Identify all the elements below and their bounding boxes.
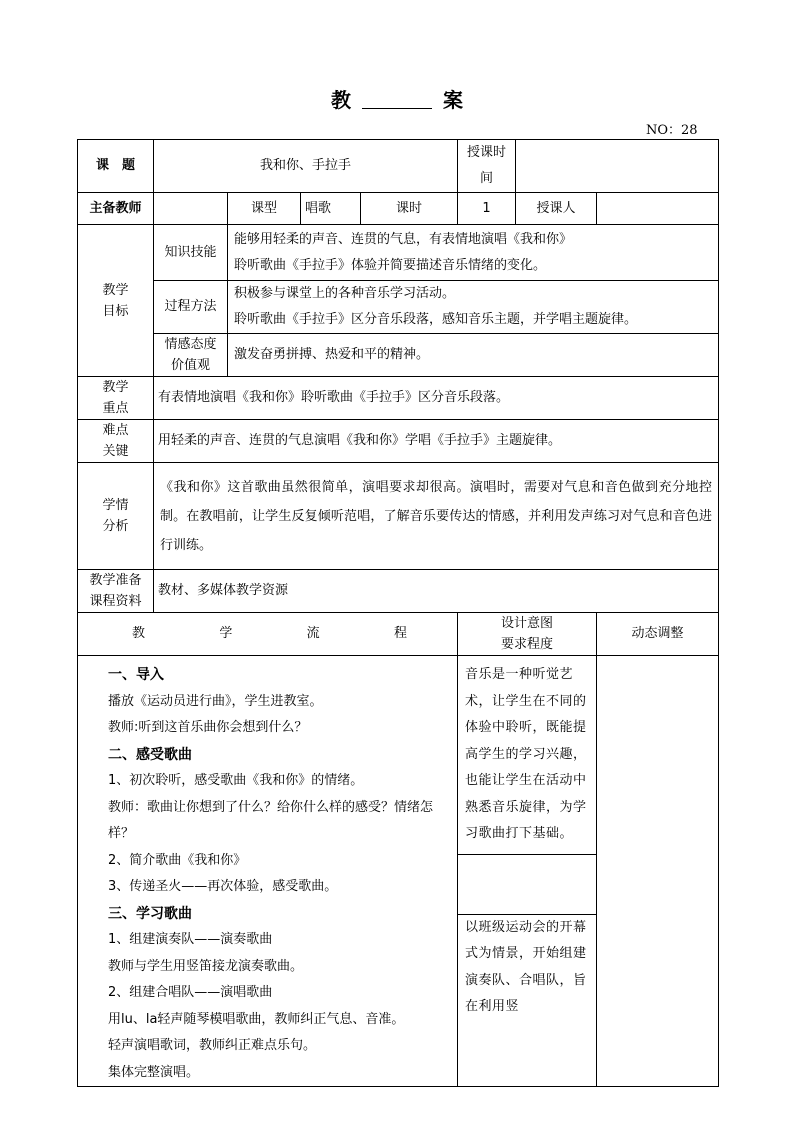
focus-value: 有表情地演唱《我和你》聆听歌曲《手拉手》区分音乐段落。 <box>154 377 719 420</box>
knowledge-line1: 能够用轻柔的声音、连贯的气息，有表情地演唱《我和你》 <box>234 231 573 247</box>
resources-label <box>78 570 154 613</box>
adjust-header: 动态调整 <box>597 613 719 656</box>
emotion-value: 激发奋勇拼搏、热爱和平的精神。 <box>228 334 719 377</box>
focus-label <box>78 377 154 420</box>
hours-value: 1 <box>458 193 516 225</box>
goals-label-line2: 目标 <box>102 303 129 319</box>
difficulty-label <box>78 420 154 463</box>
goals-label <box>78 225 154 377</box>
flow-line: 集体完整演唱。 <box>108 1064 200 1080</box>
document-number: NO：28 <box>646 123 698 138</box>
adjust-content <box>597 656 719 1087</box>
analysis-label-line2: 分析 <box>102 519 129 534</box>
process-line1: 积极参与课堂上的各种音乐学习活动。 <box>234 286 456 301</box>
flow-header-char-3: 流 <box>306 626 320 641</box>
lecturer-label: 授课人 <box>516 193 597 225</box>
flow-line: 1、组建演奏队——演奏歌曲 <box>108 932 273 947</box>
process-content <box>228 281 719 334</box>
knowledge-row <box>78 225 719 281</box>
flow-line: 用lu、la轻声随琴模唱歌曲，教师纠正气息、音准。 <box>108 1011 405 1027</box>
design-header-line1: 设计意图 <box>501 616 554 631</box>
analysis-row <box>78 463 719 570</box>
flow-header-char-1: 教 <box>132 626 146 641</box>
analysis-label <box>78 463 154 570</box>
process-label: 过程方法 <box>154 281 228 334</box>
design-header-line2: 要求程度 <box>501 637 554 652</box>
topic-row <box>78 140 719 193</box>
difficulty-label-line2: 关键 <box>102 444 129 459</box>
teacher-value <box>154 193 228 225</box>
flow-line: 教师与学生用竖笛接龙演奏歌曲。 <box>108 958 304 974</box>
page-title <box>0 84 794 113</box>
resources-value: 教材、多媒体教学资源 <box>154 570 719 613</box>
type-label: 课型 <box>228 193 301 225</box>
emotion-label-line2: 价值观 <box>170 358 210 373</box>
difficulty-label-line1: 难点 <box>102 423 129 438</box>
knowledge-line2: 聆听歌曲《手拉手》体验并简要描述音乐情绪的变化。 <box>234 257 547 273</box>
flow-header-char-2: 学 <box>219 626 233 641</box>
flow-line: 2、组建合唱队——演唱歌曲 <box>108 985 273 1000</box>
flow-line: 1、初次聆听，感受歌曲《我和你》的情绪。 <box>108 773 364 788</box>
section-heading-learn: 三、学习歌曲 <box>108 905 192 922</box>
design-header <box>458 613 597 656</box>
topic-label: 课 题 <box>78 140 154 193</box>
time-value <box>516 140 719 193</box>
topic-value: 我和你、手拉手 <box>154 140 458 193</box>
hours-label: 课时 <box>361 193 458 225</box>
title-right: 案 <box>442 88 463 112</box>
focus-label-line2: 重点 <box>102 401 129 416</box>
emotion-label <box>154 334 228 377</box>
flow-header <box>78 613 458 656</box>
flow-line: 教师：歌曲让你想到了什么？给你什么样的感受？情绪怎样？ <box>108 799 434 841</box>
teacher-row <box>78 193 719 225</box>
type-value: 唱歌 <box>301 193 361 225</box>
flow-line: 播放《运动员进行曲》，学生进教室。 <box>108 693 323 709</box>
teacher-label: 主备教师 <box>78 193 154 225</box>
design-blank <box>458 855 596 915</box>
focus-label-line1: 教学 <box>102 380 129 395</box>
flow-body-row <box>78 656 719 1087</box>
section-heading-intro: 一、导入 <box>108 667 164 683</box>
process-line2: 聆听歌曲《手拉手》区分音乐段落，感知音乐主题，并学唱主题旋律。 <box>234 312 638 327</box>
emotion-row <box>78 334 719 377</box>
resources-label-line2: 课程资料 <box>89 594 142 609</box>
knowledge-content <box>228 225 719 281</box>
design-content <box>458 656 597 1087</box>
design-block-2: 以班级运动会的开幕式为情景，开始组建演奏队、合唱队，旨在利用竖 <box>465 919 587 1014</box>
time-label: 授课时间 <box>458 140 516 193</box>
lecturer-value <box>597 193 719 225</box>
design-block-1: 音乐是一种听觉艺术，让学生在不同的体验中聆听，既能提高学生的学习兴趣，也能让学生在活动中熟悉音乐旋律，为学习歌曲打下基础。 <box>458 656 596 855</box>
flow-line: 3、传递圣火——再次体验，感受歌曲。 <box>108 879 338 894</box>
analysis-label-line1: 学情 <box>102 498 129 513</box>
process-row <box>78 281 719 334</box>
difficulty-row <box>78 420 719 463</box>
resources-row <box>78 570 719 613</box>
difficulty-value: 用轻柔的声音、连贯的气息演唱《我和你》学唱《手拉手》主题旋律。 <box>154 420 719 463</box>
knowledge-label: 知识技能 <box>154 225 228 281</box>
title-gap <box>362 107 432 109</box>
resources-label-line1: 教学准备 <box>89 573 142 588</box>
lesson-plan-table <box>77 139 719 1087</box>
title-left: 教 <box>331 88 352 112</box>
section-heading-feel: 二、感受歌曲 <box>108 746 192 763</box>
flow-line: 教师:听到这首乐曲你会想到什么？ <box>108 720 308 735</box>
flow-header-char-4: 程 <box>393 626 407 641</box>
goals-label-line1: 教学 <box>102 282 129 298</box>
analysis-value: 《我和你》这首歌曲虽然很简单，演唱要求却很高。演唱时，需要对气息和音色做到充分地控制。在教唱前，让学生反复倾听范唱，了解音乐要传达的情感，并利用发声练习对气息和音色进行训练。 <box>154 463 719 570</box>
flow-header-row <box>78 613 719 656</box>
flow-content <box>78 656 458 1087</box>
emotion-label-line1: 情感态度 <box>164 337 217 352</box>
focus-row <box>78 377 719 420</box>
flow-line: 轻声演唱歌词，教师纠正难点乐句。 <box>108 1038 317 1053</box>
flow-line: 2、简介歌曲《我和你》 <box>108 852 247 868</box>
